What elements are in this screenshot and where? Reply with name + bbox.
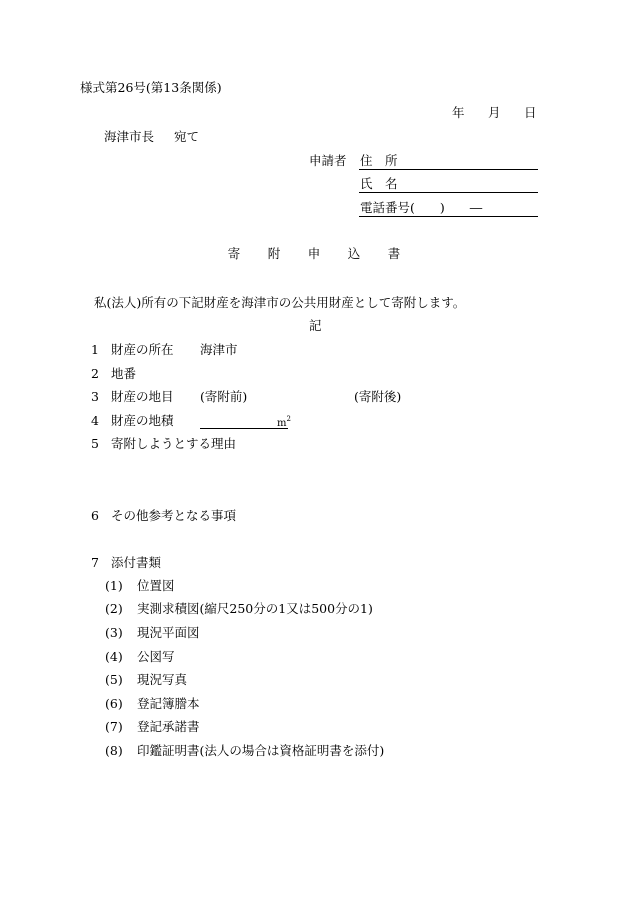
attachment-label: 登記簿謄本 [137,696,200,711]
attachment-label: 現況写真 [137,672,188,687]
item-label: 財産の所在 [111,342,174,357]
addressee [104,131,199,144]
area-unit: $m^2$ [277,415,291,429]
attachment-number: (2) [105,601,123,616]
item-value-location: 海津市 [200,342,238,357]
document-title [214,248,414,261]
attachment-number: (8) [105,743,123,758]
item-label: 添付書類 [111,555,162,570]
name-underline [359,192,538,193]
item-label: 寄附しようとする理由 [111,436,237,451]
item-number: 1 [91,342,99,357]
land-use-after: (寄附後) [354,389,402,404]
item-number: 4 [91,413,99,428]
addressee-name: 海津市長 [104,129,155,144]
address-underline [359,169,538,170]
item-number: 5 [91,436,99,451]
item-label: 財産の地積 [111,413,174,428]
attachment-label: 位置図 [137,578,175,593]
land-use-before: (寄附前) [200,389,248,404]
item-label: 地番 [111,366,137,381]
attachment-number: (5) [105,672,123,687]
statement: 私(法人)所有の下記財産を海津市の公共用財産として寄附します。 [94,295,466,310]
area-underline [200,428,288,429]
date-day: 日 [524,105,537,120]
title-char: 附 [267,246,281,261]
item-number: 7 [91,555,99,570]
applicant-phone-label: 電話番号( ) ― [360,200,483,215]
attachment-number: (1) [105,578,123,593]
attachment-label: 登記承諾書 [137,719,200,734]
item-number: 6 [91,508,99,523]
date-year: 年 [452,105,465,120]
attachment-number: (3) [105,625,123,640]
applicant-name-label: 氏 名 [360,176,398,191]
title-char: 書 [387,246,401,261]
form-number: 様式第26号(第13条関係) [80,80,222,95]
item-label: その他参考となる事項 [111,508,237,523]
applicant-label: 申請者 [309,153,347,168]
item-number: 2 [91,366,99,381]
addressee-suffix: 宛て [173,129,199,144]
title-char: 寄 [227,246,241,261]
title-char: 込 [347,246,361,261]
attachment-number: (7) [105,719,123,734]
attachment-label: 実測求積図(縮尺250分の1又は500分の1) [137,601,373,616]
attachment-label: 公図写 [137,649,175,664]
date-month: 月 [488,105,501,120]
item-number: 3 [91,389,99,404]
attachment-label: 印鑑証明書(法人の場合は資格証明書を添付) [137,743,385,758]
attachment-number: (4) [105,649,123,664]
phone-underline [359,216,538,217]
attachment-number: (6) [105,696,123,711]
ki-mark: 記 [309,318,322,333]
item-label: 財産の地目 [111,389,174,404]
attachment-label: 現況平面図 [137,625,200,640]
applicant-address-label: 住 所 [360,153,398,168]
title-char: 申 [307,246,321,261]
